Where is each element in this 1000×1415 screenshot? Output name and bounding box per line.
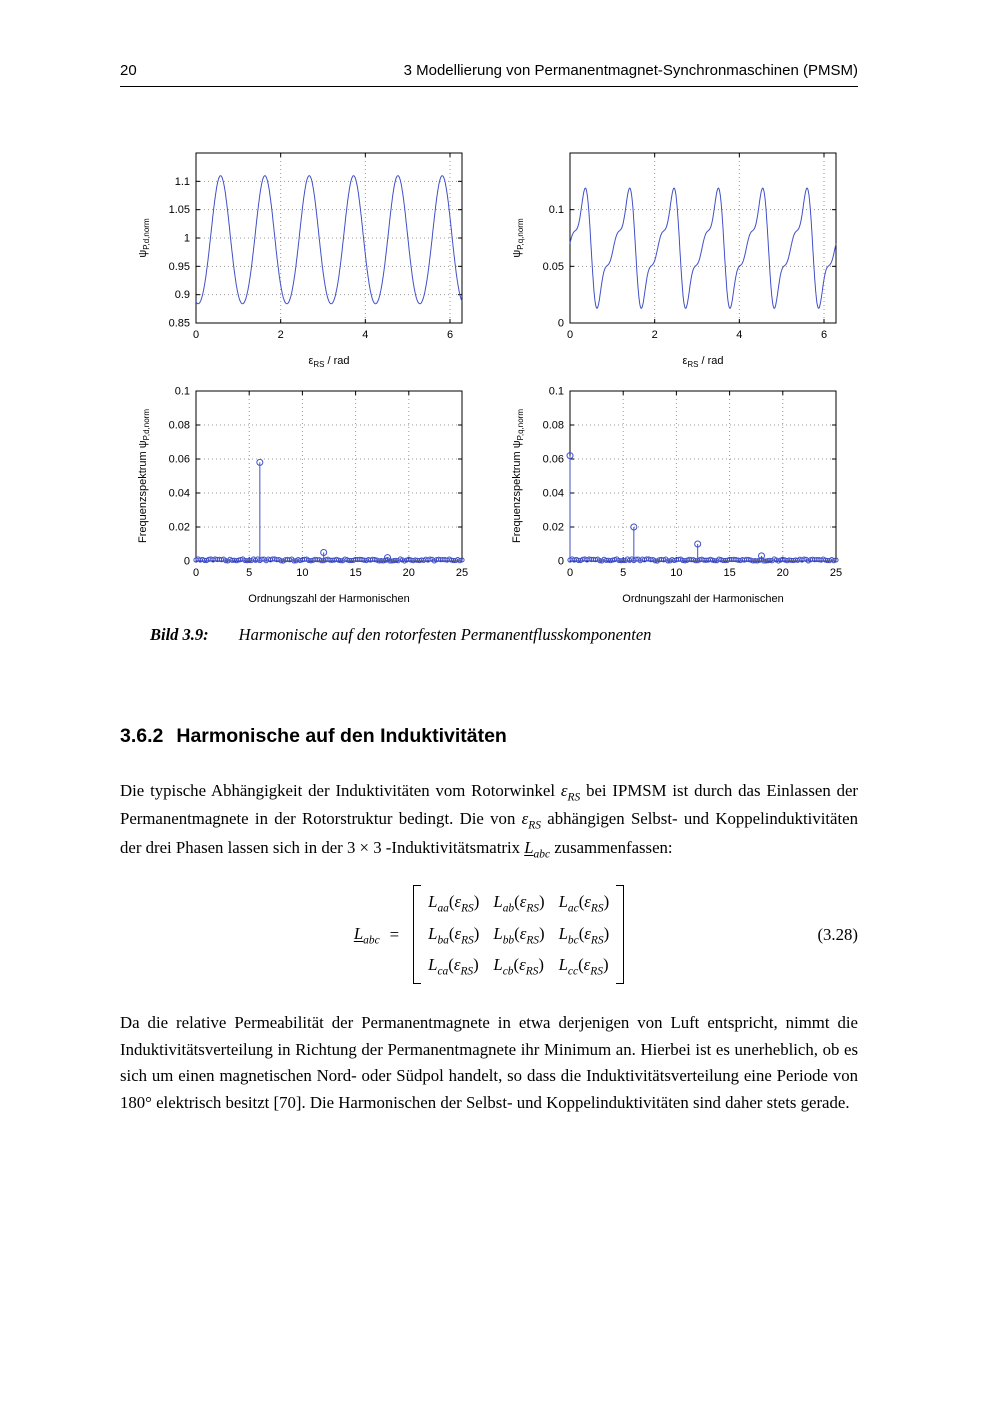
equation-number: (3.28) bbox=[817, 924, 858, 944]
svg-text:0.02: 0.02 bbox=[542, 521, 564, 534]
matrix-cell: $L_{ba}(\varepsilon_{RS})$ bbox=[428, 923, 480, 946]
matrix-cell: $L_{ac}(\varepsilon_{RS})$ bbox=[558, 892, 610, 915]
matrix-cell: $L_{ca}(\varepsilon_{RS})$ bbox=[428, 954, 479, 978]
svg-text:0: 0 bbox=[192, 329, 200, 341]
figure-caption-label: Bild 3.9: bbox=[150, 625, 209, 644]
svg-text:5: 5 bbox=[620, 567, 627, 579]
chart-svg-psi-d-spectrum bbox=[132, 381, 472, 607]
chart-psi-q-waveform bbox=[506, 143, 846, 369]
svg-text:1.05: 1.05 bbox=[168, 204, 190, 217]
chart-svg-psi-d-waveform bbox=[132, 143, 472, 369]
svg-text:Frequenzspektrum ψP,d,norm: Frequenzspektrum $\psi_{P,d,norm}$ bbox=[137, 408, 151, 544]
section-title: Harmonische auf den Induktivitäten bbox=[176, 725, 507, 747]
svg-text:5: 5 bbox=[246, 567, 253, 579]
chart-psi-d-spectrum bbox=[132, 381, 472, 607]
svg-text:0.04: 0.04 bbox=[542, 487, 564, 500]
svg-text:ψP,d,norm: $\psi_{P,d,norm}$ bbox=[137, 218, 151, 258]
matrix-cell: $L_{aa}(\varepsilon_{RS})$ bbox=[428, 892, 480, 915]
matrix-cell: $L_{cc}(\varepsilon_{RS})$ bbox=[558, 954, 609, 978]
svg-text:1: 1 bbox=[183, 232, 190, 245]
section-number: 3.6.2 bbox=[120, 725, 164, 747]
svg-text:1.1: 1.1 bbox=[174, 175, 190, 188]
svg-text:0: 0 bbox=[566, 567, 574, 579]
svg-text:0.04: 0.04 bbox=[168, 487, 190, 500]
svg-text:εRS / rad: $\varepsilon_{RS}$ / rad bbox=[682, 355, 724, 369]
svg-text:0.95: 0.95 bbox=[168, 260, 190, 273]
svg-text:0.85: 0.85 bbox=[168, 317, 190, 330]
matrix-cell: $L_{bc}(\varepsilon_{RS})$ bbox=[558, 923, 610, 946]
svg-text:Ordnungszahl der Harmonischen: Ordnungszahl der Harmonischen bbox=[622, 593, 784, 605]
paragraph-2: Da die relative Permeabilität der Permanentmagnete in etwa derjenigen von Luft entspricht, nimmt die Induktivitätsverteilung in Richtung der Permanentmagnete ihr Minimum an. Hierbei ist es unerheblich, ob es sich um einen magnetischen Nord- oder Südpol handelt, so dass die Induktivitätsverteilung eine Periode von 180° elektrisch besitzt [70]. Die Harmonischen der Selbst- und Koppelinduktivitäten sind daher stets gerade. bbox=[120, 1013, 858, 1112]
svg-text:0: 0 bbox=[557, 317, 564, 330]
svg-text:2: 2 bbox=[651, 329, 658, 341]
svg-text:25: 25 bbox=[829, 567, 843, 579]
page-header bbox=[120, 62, 858, 87]
svg-text:2: 2 bbox=[277, 329, 284, 341]
svg-text:0.08: 0.08 bbox=[542, 419, 564, 432]
svg-text:6: 6 bbox=[820, 329, 828, 341]
svg-text:15: 15 bbox=[349, 567, 362, 579]
svg-text:ψP,q,norm: $\psi_{P,q,norm}$ bbox=[511, 218, 525, 258]
page-number: 20 bbox=[120, 62, 137, 79]
inductance-matrix bbox=[426, 885, 611, 984]
equation-lhs: $L_{abc}$ bbox=[353, 923, 380, 946]
svg-text:4: 4 bbox=[736, 329, 743, 341]
svg-text:0.1: 0.1 bbox=[548, 385, 564, 398]
figure-caption bbox=[150, 625, 858, 645]
svg-text:0.06: 0.06 bbox=[168, 453, 190, 466]
chart-svg-psi-q-waveform bbox=[506, 143, 846, 369]
svg-text:0.06: 0.06 bbox=[542, 453, 564, 466]
svg-text:20: 20 bbox=[402, 567, 415, 579]
svg-text:0.08: 0.08 bbox=[168, 419, 190, 432]
paragraph-1: Die typische Abhängigkeit der Induktivitäten vom Rotorwinkel $\varepsilon_{RS}$ bei IPMSM ist durch das Einlassen der Permanentmagnete in der Rotorstruktur bedingt. Die von $\varepsilon_{RS}$ abhängigen Selbst- und Koppelinduktivitäten der drei Phasen lassen sich in der 3 × 3 -Induktivitätsmatrix $L_{abc}$ zusammenfassen: bbox=[120, 781, 858, 861]
section-heading bbox=[120, 725, 858, 748]
matrix-left-bracket bbox=[413, 885, 421, 984]
svg-text:0.02: 0.02 bbox=[168, 521, 190, 534]
matrix-right-bracket bbox=[616, 885, 624, 984]
svg-text:0.05: 0.05 bbox=[542, 260, 564, 273]
chart-psi-d-waveform bbox=[132, 143, 472, 369]
svg-text:0: 0 bbox=[557, 555, 564, 568]
svg-text:0: 0 bbox=[192, 567, 200, 579]
chart-svg-psi-q-spectrum bbox=[506, 381, 846, 607]
svg-text:0: 0 bbox=[566, 329, 574, 341]
running-title: 3 Modellierung von Permanentmagnet-Synchronmaschinen (PMSM) bbox=[403, 62, 858, 79]
svg-text:εRS / rad: $\varepsilon_{RS}$ / rad bbox=[308, 355, 350, 369]
svg-text:20: 20 bbox=[776, 567, 789, 579]
figure-3-9 bbox=[120, 143, 858, 645]
svg-text:15: 15 bbox=[723, 567, 736, 579]
svg-text:10: 10 bbox=[670, 567, 683, 579]
svg-text:6: 6 bbox=[446, 329, 454, 341]
svg-text:25: 25 bbox=[455, 567, 469, 579]
figure-caption-text: Harmonische auf den rotorfesten Permanentflusskomponenten bbox=[238, 625, 652, 644]
matrix-cell: $L_{ab}(\varepsilon_{RS})$ bbox=[493, 892, 545, 915]
chart-psi-q-spectrum bbox=[506, 381, 846, 607]
svg-text:10: 10 bbox=[296, 567, 309, 579]
svg-text:Frequenzspektrum ψP,q,norm: Frequenzspektrum $\psi_{P,q,norm}$ bbox=[511, 408, 525, 544]
matrix-cell: $L_{cb}(\varepsilon_{RS})$ bbox=[493, 954, 544, 978]
charts-grid bbox=[120, 143, 858, 607]
equals-sign: = bbox=[389, 924, 400, 944]
svg-text:0: 0 bbox=[183, 555, 190, 568]
svg-text:4: 4 bbox=[362, 329, 369, 341]
svg-text:Ordnungszahl der Harmonischen: Ordnungszahl der Harmonischen bbox=[248, 593, 410, 605]
equation-3-28 bbox=[120, 885, 858, 984]
svg-text:0.1: 0.1 bbox=[174, 385, 190, 398]
matrix-cell: $L_{bb}(\varepsilon_{RS})$ bbox=[493, 923, 545, 946]
svg-text:0.1: 0.1 bbox=[548, 204, 564, 217]
svg-text:0.9: 0.9 bbox=[174, 289, 190, 302]
